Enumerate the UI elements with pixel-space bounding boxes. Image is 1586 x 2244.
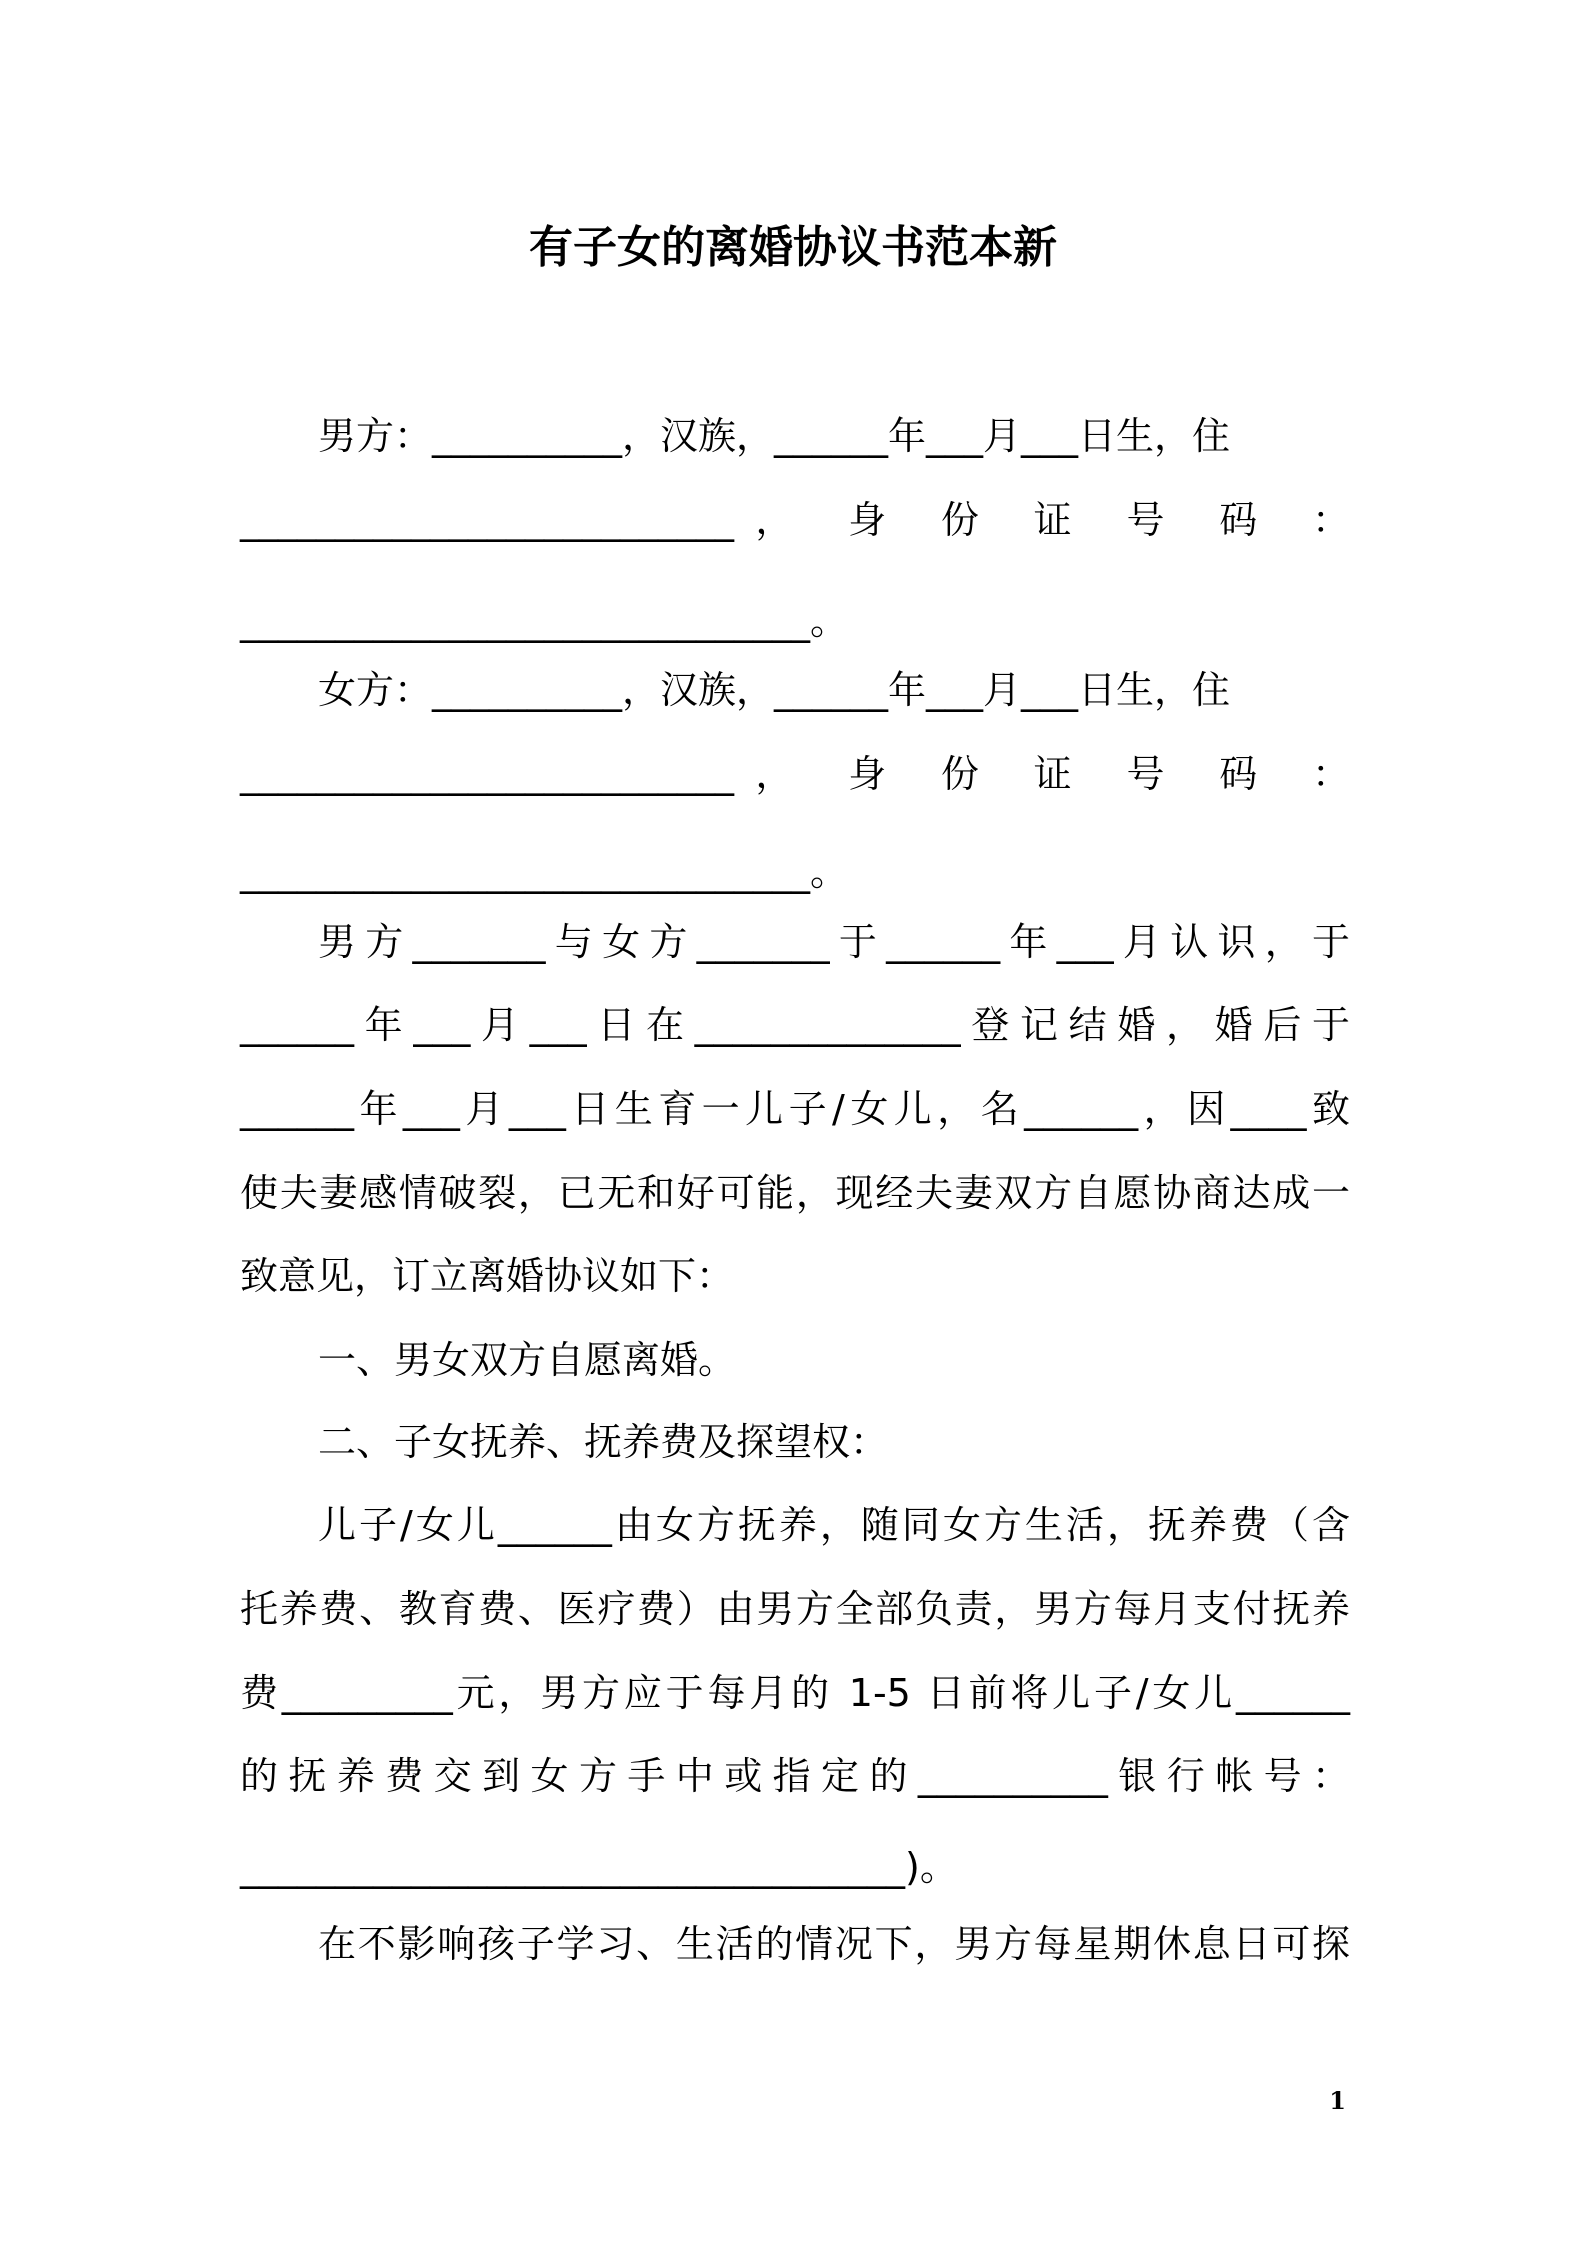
paragraph-line-14: 儿子/女儿______由女方抚养，随同女方生活，抚养费（含: [318, 1503, 1350, 1547]
paragraph-line-18: ___________________________________)。: [240, 1845, 958, 1889]
paragraph-line-5: __________________________， 身 份 证 号 码 ：: [240, 752, 1350, 796]
paragraph-line-12: 一、男女双方自愿离婚。: [318, 1338, 737, 1382]
paragraph-line-9: ______年___月___日生育一儿子/女儿，名______，因____致: [240, 1087, 1350, 1131]
paragraph-line-15: 托养费、教育费、医疗费）由男方全部负责，男方每月支付抚养: [240, 1587, 1350, 1631]
paragraph-line-2: __________________________， 身 份 证 号 码 ：: [240, 498, 1350, 542]
paragraph-line-19: 在不影响孩子学习、生活的情况下，男方每星期休息日可探: [318, 1922, 1350, 1966]
paragraph-line-13: 二、子女抚养、抚养费及探望权：: [318, 1420, 889, 1464]
document-title: 有子女的离婚协议书范本新: [529, 222, 1057, 273]
page-number: 1: [1329, 2086, 1346, 2115]
paragraph-line-3: ______________________________。: [240, 599, 849, 643]
paragraph-line-7: 男方_______与女方_______于______年___月认识，于: [318, 920, 1350, 964]
paragraph-line-6: ______________________________。: [240, 850, 849, 894]
paragraph-line-4: 女方：__________，汉族，______年___月___日生，住: [318, 668, 1231, 712]
paragraph-line-1: 男方：__________，汉族，______年___月___日生，住: [318, 414, 1231, 458]
paragraph-line-11: 致意见，订立离婚协议如下：: [240, 1254, 735, 1298]
paragraph-line-17: 的抚养费交到女方手中或指定的__________银行帐号：: [240, 1754, 1350, 1798]
paragraph-line-8: ______年___月___日在______________登记结婚，婚后于: [240, 1003, 1350, 1047]
paragraph-line-10: 使夫妻感情破裂，已无和好可能，现经夫妻双方自愿协商达成一: [240, 1171, 1350, 1215]
paragraph-line-16: 费_________元，男方应于每月的 1-5 日前将儿子/女儿______: [240, 1671, 1350, 1715]
